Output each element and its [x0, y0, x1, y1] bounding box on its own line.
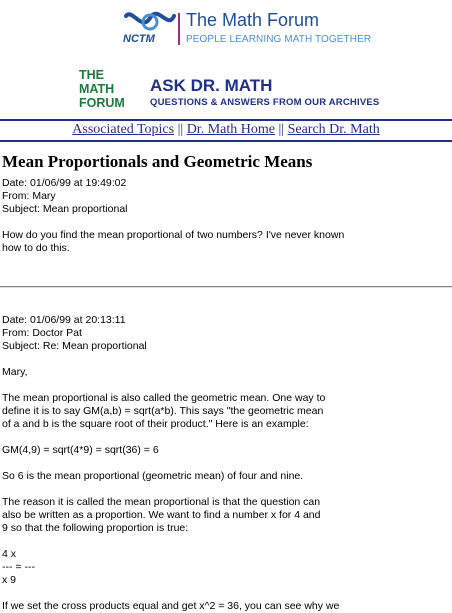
- answer-greeting: Mary,: [2, 366, 28, 378]
- question-date: Date: 01/06/99 at 19:49:02: [2, 177, 127, 189]
- nctm-label: NCTM: [123, 33, 155, 45]
- answer-para3-line: The reason it is called the mean proportional is that the question can: [2, 496, 321, 508]
- answer-para3-line: 9 so that the following proportion is true:: [2, 522, 189, 534]
- forum-title[interactable]: The Math Forum: [186, 10, 320, 30]
- nav-bar: [0, 121, 452, 139]
- site-banner: [0, 0, 452, 120]
- nav-link-dr-math-home[interactable]: Dr. Math Home: [186, 122, 275, 137]
- question-body-line: how to do this.: [2, 242, 70, 254]
- answer-para3-line: also be written as a proportion. We want to find a number x for 4 and: [2, 509, 321, 521]
- answer-para1-line: of a and b is the square root of their product." Here is an example:: [2, 418, 309, 430]
- brand-divider: [178, 13, 180, 45]
- answer-para4: If we set the cross products equal and get x^2 = 36, you can see why we: [2, 600, 340, 612]
- question-subject: Subject: Mean proportional: [2, 203, 128, 215]
- ask-dr-math-title[interactable]: ASK DR. MATH: [150, 76, 273, 95]
- logo-line: MATH: [79, 82, 115, 96]
- forum-tagline: PEOPLE LEARNING MATH TOGETHER: [186, 34, 372, 45]
- proportion-line: --- = ---: [2, 561, 35, 573]
- answer-message: [2, 314, 442, 613]
- answer-subject: Subject: Re: Mean proportional: [2, 340, 147, 352]
- ask-dr-math-subtitle: QUESTIONS & ANSWERS FROM OUR ARCHIVES: [150, 97, 380, 108]
- page-title: Mean Proportionals and Geometric Means: [2, 152, 313, 171]
- nav-separator: ||: [177, 122, 184, 137]
- answer-example: GM(4,9) = sqrt(4*9) = sqrt(36) = 6: [2, 444, 159, 456]
- answer-para1-line: The mean proportional is also called the geometric mean. One way to: [2, 392, 326, 404]
- nav-link-associated-topics[interactable]: Associated Topics: [72, 122, 175, 137]
- proportion-line: 4 x: [2, 548, 17, 560]
- question-message: [2, 177, 442, 255]
- message-divider: [0, 286, 452, 288]
- logo-line: FORUM: [79, 96, 125, 110]
- question-body-line: How do you find the mean proportional of two numbers? I've never known: [2, 229, 345, 241]
- math-forum-logo[interactable]: [79, 68, 125, 110]
- logo-line: THE: [79, 68, 104, 82]
- answer-date: Date: 01/06/99 at 20:13:11: [2, 314, 126, 326]
- answer-para1-line: define it is to say GM(a,b) = sqrt(a*b). This says "the geometric mean: [2, 405, 324, 417]
- nav-link-search-dr-math[interactable]: Search Dr. Math: [287, 122, 380, 137]
- answer-from: From: Doctor Pat: [2, 327, 82, 339]
- nav-rule-bottom: [0, 140, 452, 142]
- question-from: From: Mary: [2, 190, 56, 202]
- answer-para2: So 6 is the mean proportional (geometric mean) of four and nine.: [2, 470, 304, 482]
- nav-separator: ||: [278, 122, 285, 137]
- proportion-line: x 9: [2, 574, 17, 586]
